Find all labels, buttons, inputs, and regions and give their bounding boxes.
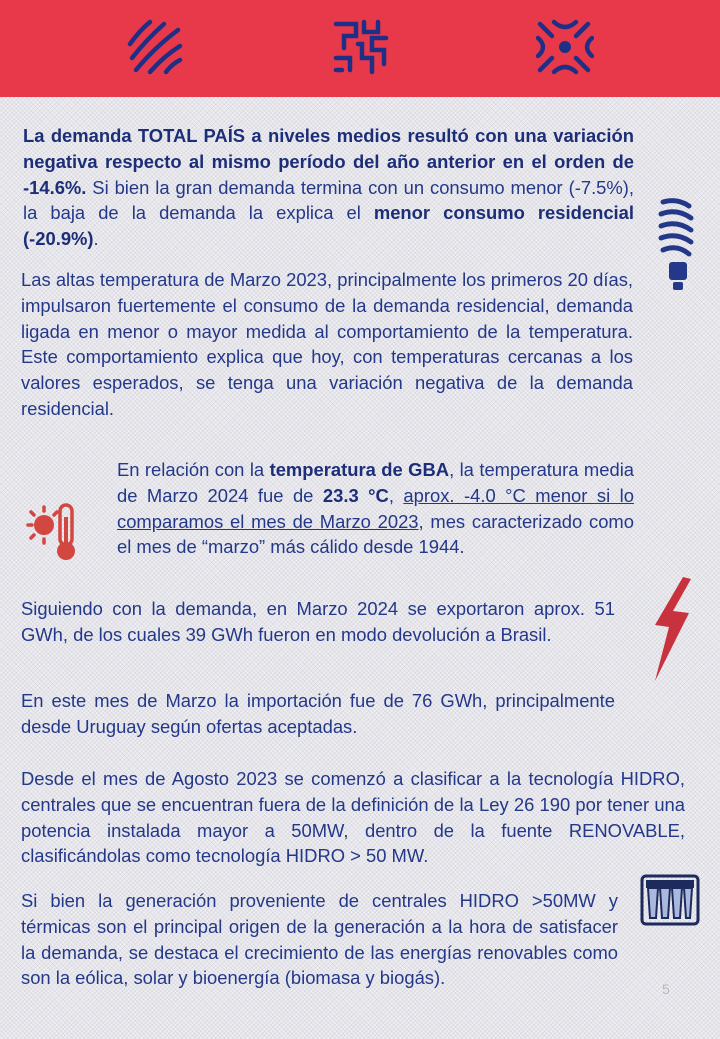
wave-pattern-icon — [126, 18, 184, 76]
dam-icon — [640, 874, 700, 926]
paragraph-hidro-classification: Desde el mes de Agosto 2023 se comenzó a clasificar a la tecnología HIDRO, centrales que se encuentran fuera de la definición de la Ley 26 190 por tener una potencia instalada mayor a 50MW, dentro de la fuente RENOVABLE, clasificándolas como tecnología HIDRO > 50 MW. — [21, 768, 685, 867]
radial-pattern-icon — [536, 18, 594, 76]
lightning-bolt-icon — [649, 575, 693, 683]
circuit-pattern-icon — [332, 18, 390, 76]
paragraph-renewables: Si bien la generación proveniente de centrales HIDRO >50MW y térmicas son el principal origen de la generación a la hora de satisfacer la demanda, se destaca el crecimiento de las energías renovables como son la eólica, solar y bioenergía (biomasa y biogás). — [21, 890, 618, 989]
paragraph-gba-temperature: En relación con la temperatura de GBA, la temperatura media de Marzo 2024 fue de 23.3 °C, aprox. -4.0 °C menor si lo comparamos el mes de Marzo 2023, mes caracterizado como el mes de “marzo” más cálido desde 1944. — [117, 459, 635, 558]
lightbulb-icon — [657, 196, 697, 294]
paragraph-exports: Siguiendo con la demanda, en Marzo 2024 se exportaron aprox. 51 GWh, de los cuales 39 GWh fueron en modo devolución a Brasil. — [21, 598, 615, 645]
sun-thermometer-icon — [26, 499, 86, 563]
paragraph-imports: En este mes de Marzo la importación fue de 76 GWh, principalmente desde Uruguay según ofertas aceptadas. — [21, 690, 615, 737]
paragraph-temperature-2023: Las altas temperatura de Marzo 2023, principalmente los primeros 20 días, impulsaron fuertemente el consumo de la demanda residencial, demanda ligada en menor o mayor medida al comportamiento de la temperatura. Este comportamiento explica que hoy, con temperaturas cercanas a los valores esperados, se tenga una variación negativa de la demanda residencial. — [21, 269, 633, 419]
header-banner — [0, 0, 720, 97]
paragraph-total-demand: La demanda TOTAL PAÍS a niveles medios resultó con una variación negativa respecto al mismo período del año anterior en el orden de -14.6%. Si bien la gran demanda termina con un consumo menor (-7.5%), la baja de la demanda la explica el menor consumo residencial (-20.9%). — [23, 125, 634, 250]
page-number: 5 — [662, 981, 670, 997]
